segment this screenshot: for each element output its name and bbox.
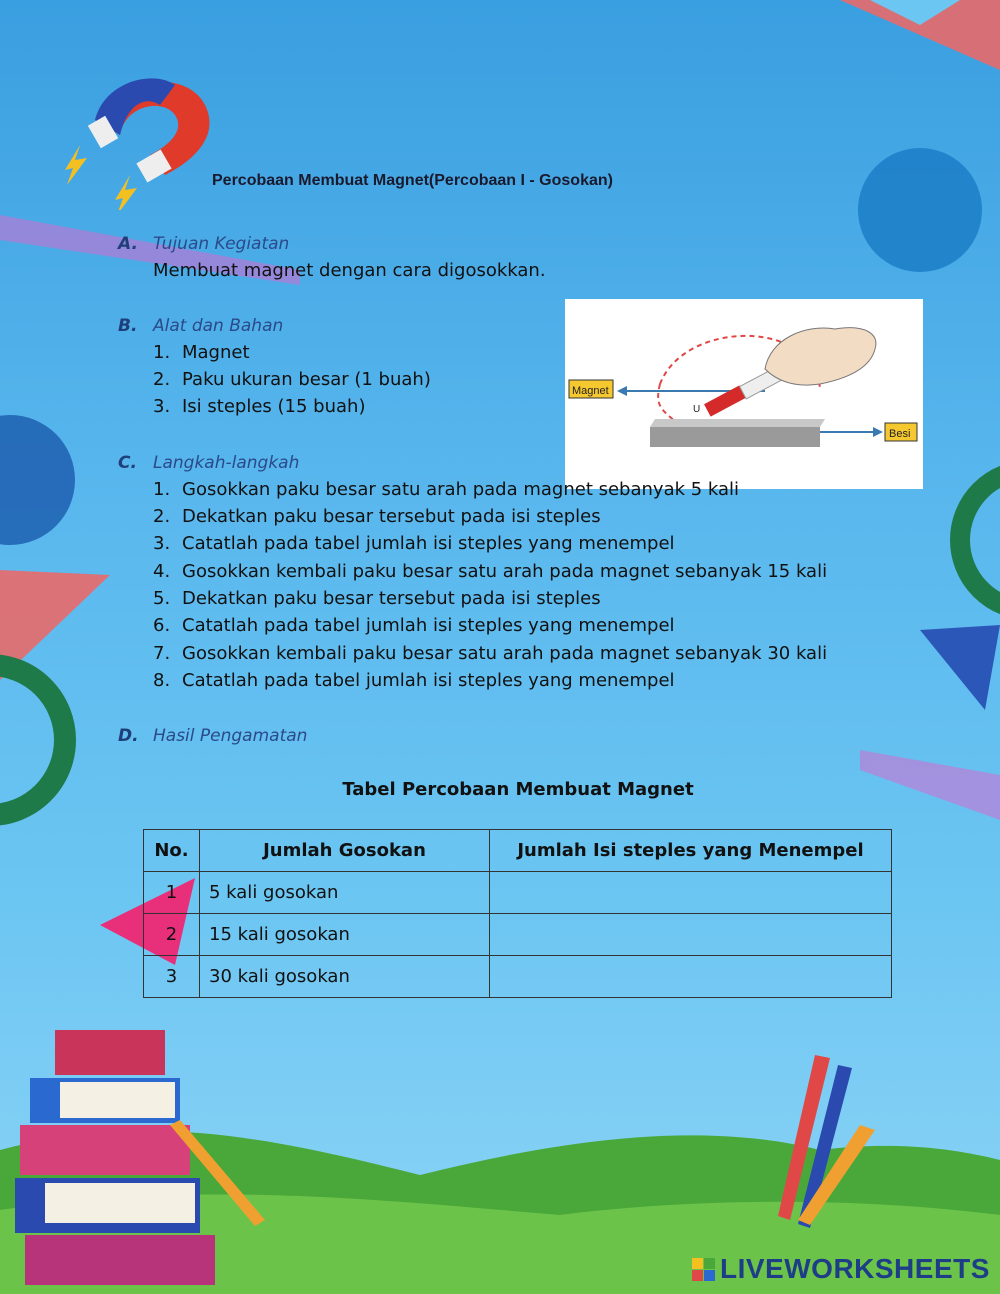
- row-steples-input[interactable]: [490, 872, 892, 914]
- item-number: 3.: [153, 396, 171, 417]
- item-number: 6.: [153, 615, 171, 636]
- list-item: [153, 615, 675, 636]
- list-item: [153, 396, 365, 417]
- table-header-row: [144, 830, 892, 872]
- list-item: [153, 506, 601, 527]
- item-number: 1.: [153, 342, 171, 363]
- item-number: 1.: [153, 479, 171, 500]
- item-number: 4.: [153, 561, 171, 582]
- section-b-heading: Alat dan Bahan: [153, 316, 284, 336]
- section-c-heading: Langkah-langkah: [153, 453, 300, 473]
- item-text: Paku ukuran besar (1 buah): [182, 369, 431, 390]
- table-row: [144, 956, 892, 998]
- list-item: [153, 342, 250, 363]
- item-text: Catatlah pada tabel jumlah isi steples yang menempel: [182, 615, 675, 636]
- item-text: Catatlah pada tabel jumlah isi steples yang menempel: [182, 533, 675, 554]
- table-row: [144, 914, 892, 956]
- item-text: Isi steples (15 buah): [182, 396, 366, 417]
- liveworksheets-logo-icon: [692, 1258, 716, 1282]
- section-a-text: Membuat magnet dengan cara digosokkan.: [153, 260, 546, 281]
- list-item: [153, 643, 827, 664]
- list-item: [153, 670, 675, 691]
- illustration-drawing: [565, 299, 923, 489]
- footer-logo-text[interactable]: LIVEWORKSHEETS: [720, 1253, 990, 1284]
- results-table: [143, 829, 892, 998]
- row-steples-input[interactable]: [490, 956, 892, 998]
- item-text: Gosokkan paku besar satu arah pada magnet sebanyak 5 kali: [182, 479, 740, 500]
- section-c-letter: C.: [118, 453, 137, 473]
- item-text: Dekatkan paku besar tersebut pada isi steples: [182, 506, 601, 527]
- magnet-rubbing-illustration: [565, 299, 923, 489]
- header-steples: Jumlah Isi steples yang Menempel: [490, 830, 892, 872]
- row-gosokan: 15 kali gosokan: [200, 914, 490, 956]
- item-number: 3.: [153, 533, 171, 554]
- section-a-heading: Tujuan Kegiatan: [153, 234, 290, 254]
- item-number: 2.: [153, 369, 171, 390]
- row-no: 3: [144, 956, 200, 998]
- row-no: 2: [144, 914, 200, 956]
- row-steples-input[interactable]: [490, 914, 892, 956]
- table-title: Tabel Percobaan Membuat Magnet: [342, 779, 694, 800]
- section-a-letter: A.: [118, 234, 138, 254]
- row-gosokan: 30 kali gosokan: [200, 956, 490, 998]
- row-no: 1: [144, 872, 200, 914]
- header-no: No.: [144, 830, 200, 872]
- item-text: Gosokkan kembali paku besar satu arah pada magnet sebanyak 15 kali: [182, 561, 828, 582]
- list-item: [153, 561, 827, 582]
- item-text: Magnet: [182, 342, 250, 363]
- list-item: [153, 369, 431, 390]
- magnet-label: Magnet: [572, 385, 609, 397]
- section-d-heading: Hasil Pengamatan: [153, 726, 308, 746]
- besi-label: Besi: [889, 428, 911, 440]
- item-text: Catatlah pada tabel jumlah isi steples yang menempel: [182, 670, 675, 691]
- list-item: [153, 533, 675, 554]
- header-gosokan: Jumlah Gosokan: [200, 830, 490, 872]
- item-number: 5.: [153, 588, 171, 609]
- item-text: Gosokkan kembali paku besar satu arah pada magnet sebanyak 30 kali: [182, 643, 828, 664]
- item-number: 8.: [153, 670, 171, 691]
- item-number: 2.: [153, 506, 171, 527]
- section-d-letter: D.: [118, 726, 139, 746]
- u-label: U: [693, 404, 701, 415]
- page-title: Percobaan Membuat Magnet(Percobaan I - Gosokan): [212, 172, 613, 189]
- horseshoe-magnet-icon: [45, 60, 225, 210]
- list-item: [153, 588, 601, 609]
- item-text: Dekatkan paku besar tersebut pada isi steples: [182, 588, 601, 609]
- section-b-letter: B.: [118, 316, 138, 336]
- row-gosokan: 5 kali gosokan: [200, 872, 490, 914]
- item-number: 7.: [153, 643, 171, 664]
- table-row: [144, 872, 892, 914]
- list-item: [153, 479, 739, 500]
